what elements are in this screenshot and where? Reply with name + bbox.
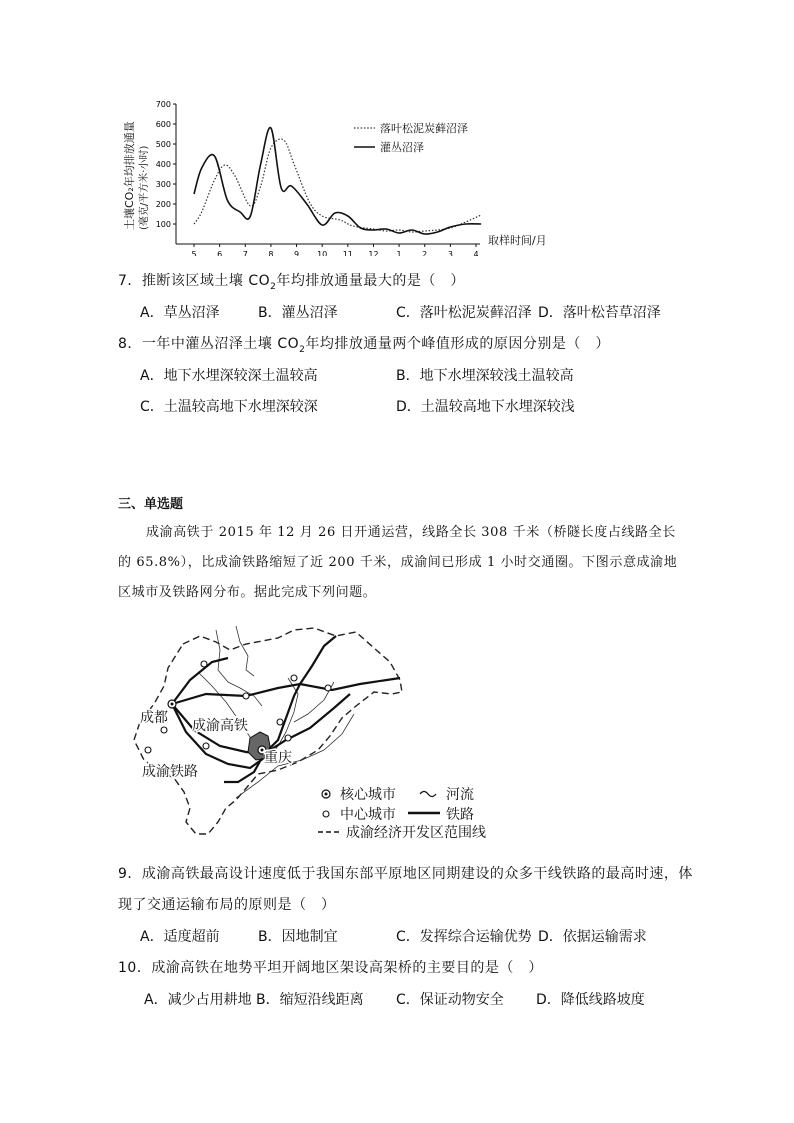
x-tick-label: 6 — [217, 250, 223, 256]
legend-core-city-label: 核心城市 — [340, 787, 396, 803]
chengyu-map-svg — [128, 622, 538, 844]
q10-option-c: C．保证动物安全 — [396, 992, 504, 1008]
center-city-marker — [161, 727, 167, 733]
legend-railway-label: 铁路 — [446, 807, 474, 823]
legend-river-label: 河流 — [446, 787, 474, 803]
q7-stem-pre: 7．推断该区域土壤 CO — [118, 273, 271, 289]
center-city-marker — [291, 675, 297, 681]
x-tick-label: 8 — [268, 250, 274, 256]
legend-center-city-label: 中心城市 — [340, 807, 396, 823]
question-10-stem: 10．成渝高铁在地势平坦开阔地区架设高架桥的主要目的是（ ） — [118, 960, 543, 976]
map-label-chengdu: 成都 — [140, 710, 168, 726]
y-tick-label: 400 — [155, 160, 171, 169]
economic-zone-boundary — [134, 628, 402, 834]
railway-east — [264, 636, 336, 754]
question-8-stem — [118, 333, 610, 355]
legend-boundary-label: 成渝经济开发区范围线 — [346, 825, 486, 841]
series-line-shrub — [194, 128, 481, 234]
question-9-line-1: 9．成渝高铁最高设计速度低于我国东部平原地区同期建设的众多干线铁路的最高时速，体 — [118, 866, 693, 882]
x-tick-label: 2 — [422, 250, 428, 256]
y-tick-label: 200 — [155, 200, 171, 209]
center-city-marker — [277, 719, 283, 725]
railway-southeast — [264, 694, 350, 754]
q9-option-b: B．因地制宜 — [258, 929, 338, 945]
q9-option-d: D．依据运输需求 — [538, 929, 647, 945]
series-line-larch-peat — [194, 139, 481, 232]
q8-option-a: A．地下水埋深较深土温较高 — [140, 368, 318, 384]
x-tick-label: 5 — [191, 250, 197, 256]
legend-label-shrub: 灌丛沼泽 — [380, 141, 424, 154]
q7-option-b: B．灌丛沼泽 — [258, 305, 338, 321]
x-tick-label: 4 — [473, 250, 479, 256]
x-tick-label: 10 — [317, 250, 328, 256]
legend-core-city-dot — [325, 793, 328, 796]
emission-chart-svg — [118, 96, 588, 256]
q7-option-c: C．落叶松泥炭藓沼泽 — [396, 305, 532, 321]
q7-option-a: A．草丛沼泽 — [140, 305, 220, 321]
x-tick-label: 9 — [293, 250, 300, 256]
railway-chengyu-old — [172, 704, 264, 768]
river-2 — [236, 626, 254, 676]
question-7-stem — [118, 270, 465, 292]
chengyu-map — [128, 622, 538, 844]
center-city-marker — [285, 735, 291, 741]
q8-stem-pre: 8．一年中灌丛沼泽土壤 CO — [118, 336, 300, 352]
q7-stem-post: 年均排放通量最大的是（ ） — [276, 273, 465, 289]
intro-paragraph-line-2: 的 65.8%），比成渝铁路缩短了近 200 千米，成渝间已形成 1 小时交通圈。下图示意成渝地 — [118, 555, 678, 570]
center-city-marker — [145, 747, 151, 753]
x-tick-label: 1 — [396, 250, 402, 256]
q8-stem-sub: 2 — [299, 344, 306, 355]
y-tick-label: 100 — [155, 220, 171, 229]
chart-ylabel-main: 土壤CO₂年均排放通量 — [123, 121, 136, 230]
railway-north-2 — [172, 658, 228, 704]
center-city-marker — [325, 685, 331, 691]
core-city-chengdu-dot — [171, 703, 174, 706]
intro-paragraph-line-3: 区城市及铁路网分布。据此完成下列问题。 — [118, 585, 377, 600]
center-city-marker — [201, 661, 207, 667]
q9-option-a: A．适度超前 — [140, 929, 220, 945]
q10-option-b: B．缩短沿线距离 — [256, 992, 364, 1008]
intro-paragraph-line-1: 成渝高铁于 2015 年 12 月 26 日开通运营，线路全长 308 千米（桥隧长度占线路全长 — [146, 525, 676, 540]
center-city-marker — [203, 743, 209, 749]
map-label-chongqing: 重庆 — [264, 750, 292, 766]
x-tick-label: 11 — [342, 250, 353, 256]
q8-option-b: B．地下水埋深较浅土温较高 — [396, 368, 574, 384]
y-tick-label: 500 — [155, 140, 171, 149]
q7-option-d: D．落叶松苔草沼泽 — [538, 305, 661, 321]
q8-option-d: D．土温较高地下水埋深较浅 — [396, 399, 575, 415]
emission-chart — [118, 96, 588, 256]
q9-option-c: C．发挥综合运输优势 — [396, 929, 532, 945]
x-tick-label: 7 — [242, 250, 248, 256]
legend-river-symbol — [420, 792, 436, 797]
chart-xlabel: 取样时间/月 — [488, 234, 547, 247]
legend-label-larch: 落叶松泥炭藓沼泽 — [380, 122, 468, 135]
q8-option-c: C．土温较高地下水埋深较深 — [140, 399, 318, 415]
y-tick-label: 600 — [155, 120, 171, 129]
x-tick-label: 12 — [368, 250, 379, 256]
x-tick-label: 3 — [447, 250, 453, 256]
section-heading: 三、单选题 — [118, 497, 184, 512]
legend-center-city-symbol — [323, 811, 329, 817]
q8-stem-post: 年均排放通量两个峰值形成的原因分别是（ ） — [305, 336, 610, 352]
railway-north — [172, 678, 400, 704]
y-tick-label: 700 — [155, 100, 171, 109]
map-label-hsr: 成渝高铁 — [192, 718, 248, 734]
q10-option-d: D．降低线路坡度 — [536, 992, 645, 1008]
map-label-railway: 成渝铁路 — [142, 764, 198, 780]
q7-stem-sub: 2 — [270, 281, 277, 292]
y-tick-label: 300 — [155, 180, 171, 189]
q10-option-a: A．减少占用耕地 — [144, 992, 252, 1008]
question-9-line-2: 现了交通运输布局的原则是（ ） — [118, 897, 336, 913]
center-city-marker — [243, 693, 249, 699]
chart-ylabel-unit: (毫克/平方米·小时) — [139, 145, 150, 230]
